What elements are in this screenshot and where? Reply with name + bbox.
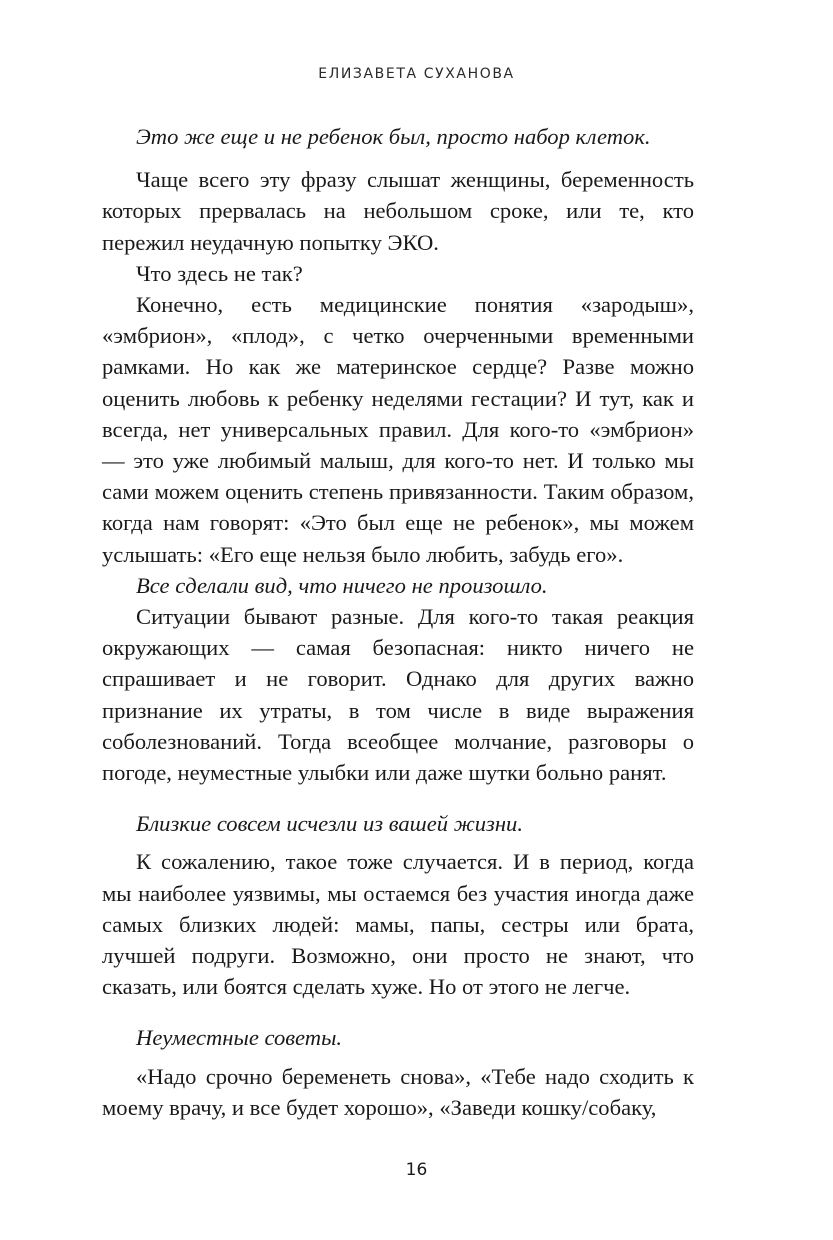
paragraph: Конечно, есть медицинские понятия «зародыш», «эмбрион», «плод», с четко очерченными временными рамками. Но как же материнское сердце? Разве можно оценить любовь к ребенку неделями гестации? И тут, как и всегда, нет универсальных правил. Для кого-то «эмбрион» — это уже любимый малыш, для кого-то нет. И только мы сами можем оценить степень привязанности. Таким образом, когда нам говорят: «Это был еще не ребенок», мы можем услышать: «Его еще нельзя было любить, забудь его».	[102, 292, 694, 567]
paragraph: Чаще всего эту фразу слышат женщины, беременность которых прервалась на небольшом сроке, или те, кто пережил неудачную попытку ЭКО.	[102, 167, 694, 255]
italic-lead-phrase: Это же еще и не ребенок был, просто набор клеток.	[136, 124, 651, 149]
paragraph: Ситуации бывают разные. Для кого-то такая реакция окружающих — самая безопасная: никто ничего не спрашивает и не говорит. Однако для других важно признание их утраты, в том числе в виде выражения соболезнований. Тогда всеобщее молчание, разговоры о погоде, неуместные улыбки или даже шутки больно ранят.	[102, 604, 694, 786]
body-text	[102, 121, 694, 1123]
italic-lead-phrase: Все сделали вид, что ничего не произошло.	[136, 572, 548, 598]
paragraph: К сожалению, такое тоже случается. И в период, когда мы наиболее уязвимы, мы остаемся без участия иногда даже самых близких людей: мамы, папы, сестры или брата, лучшей подруги. Возможно, они просто не знают, что сказать, или боятся сделать хуже. Но от этого не легче.	[102, 849, 694, 1000]
italic-lead-phrase: Близкие совсем исчезли из вашей жизни.	[136, 811, 523, 837]
page-number: 16	[405, 1160, 428, 1180]
paragraph: Что здесь не так?	[136, 260, 303, 286]
paragraph: «Надо срочно беременеть снова», «Тебе надо сходить к моему врачу, и все будет хорошо», «Заведи кошку/собаку,	[102, 1063, 694, 1120]
running-head: ЕЛИЗАВЕТА СУХАНОВА	[318, 66, 515, 82]
italic-lead-phrase: Неуместные советы.	[136, 1025, 343, 1051]
